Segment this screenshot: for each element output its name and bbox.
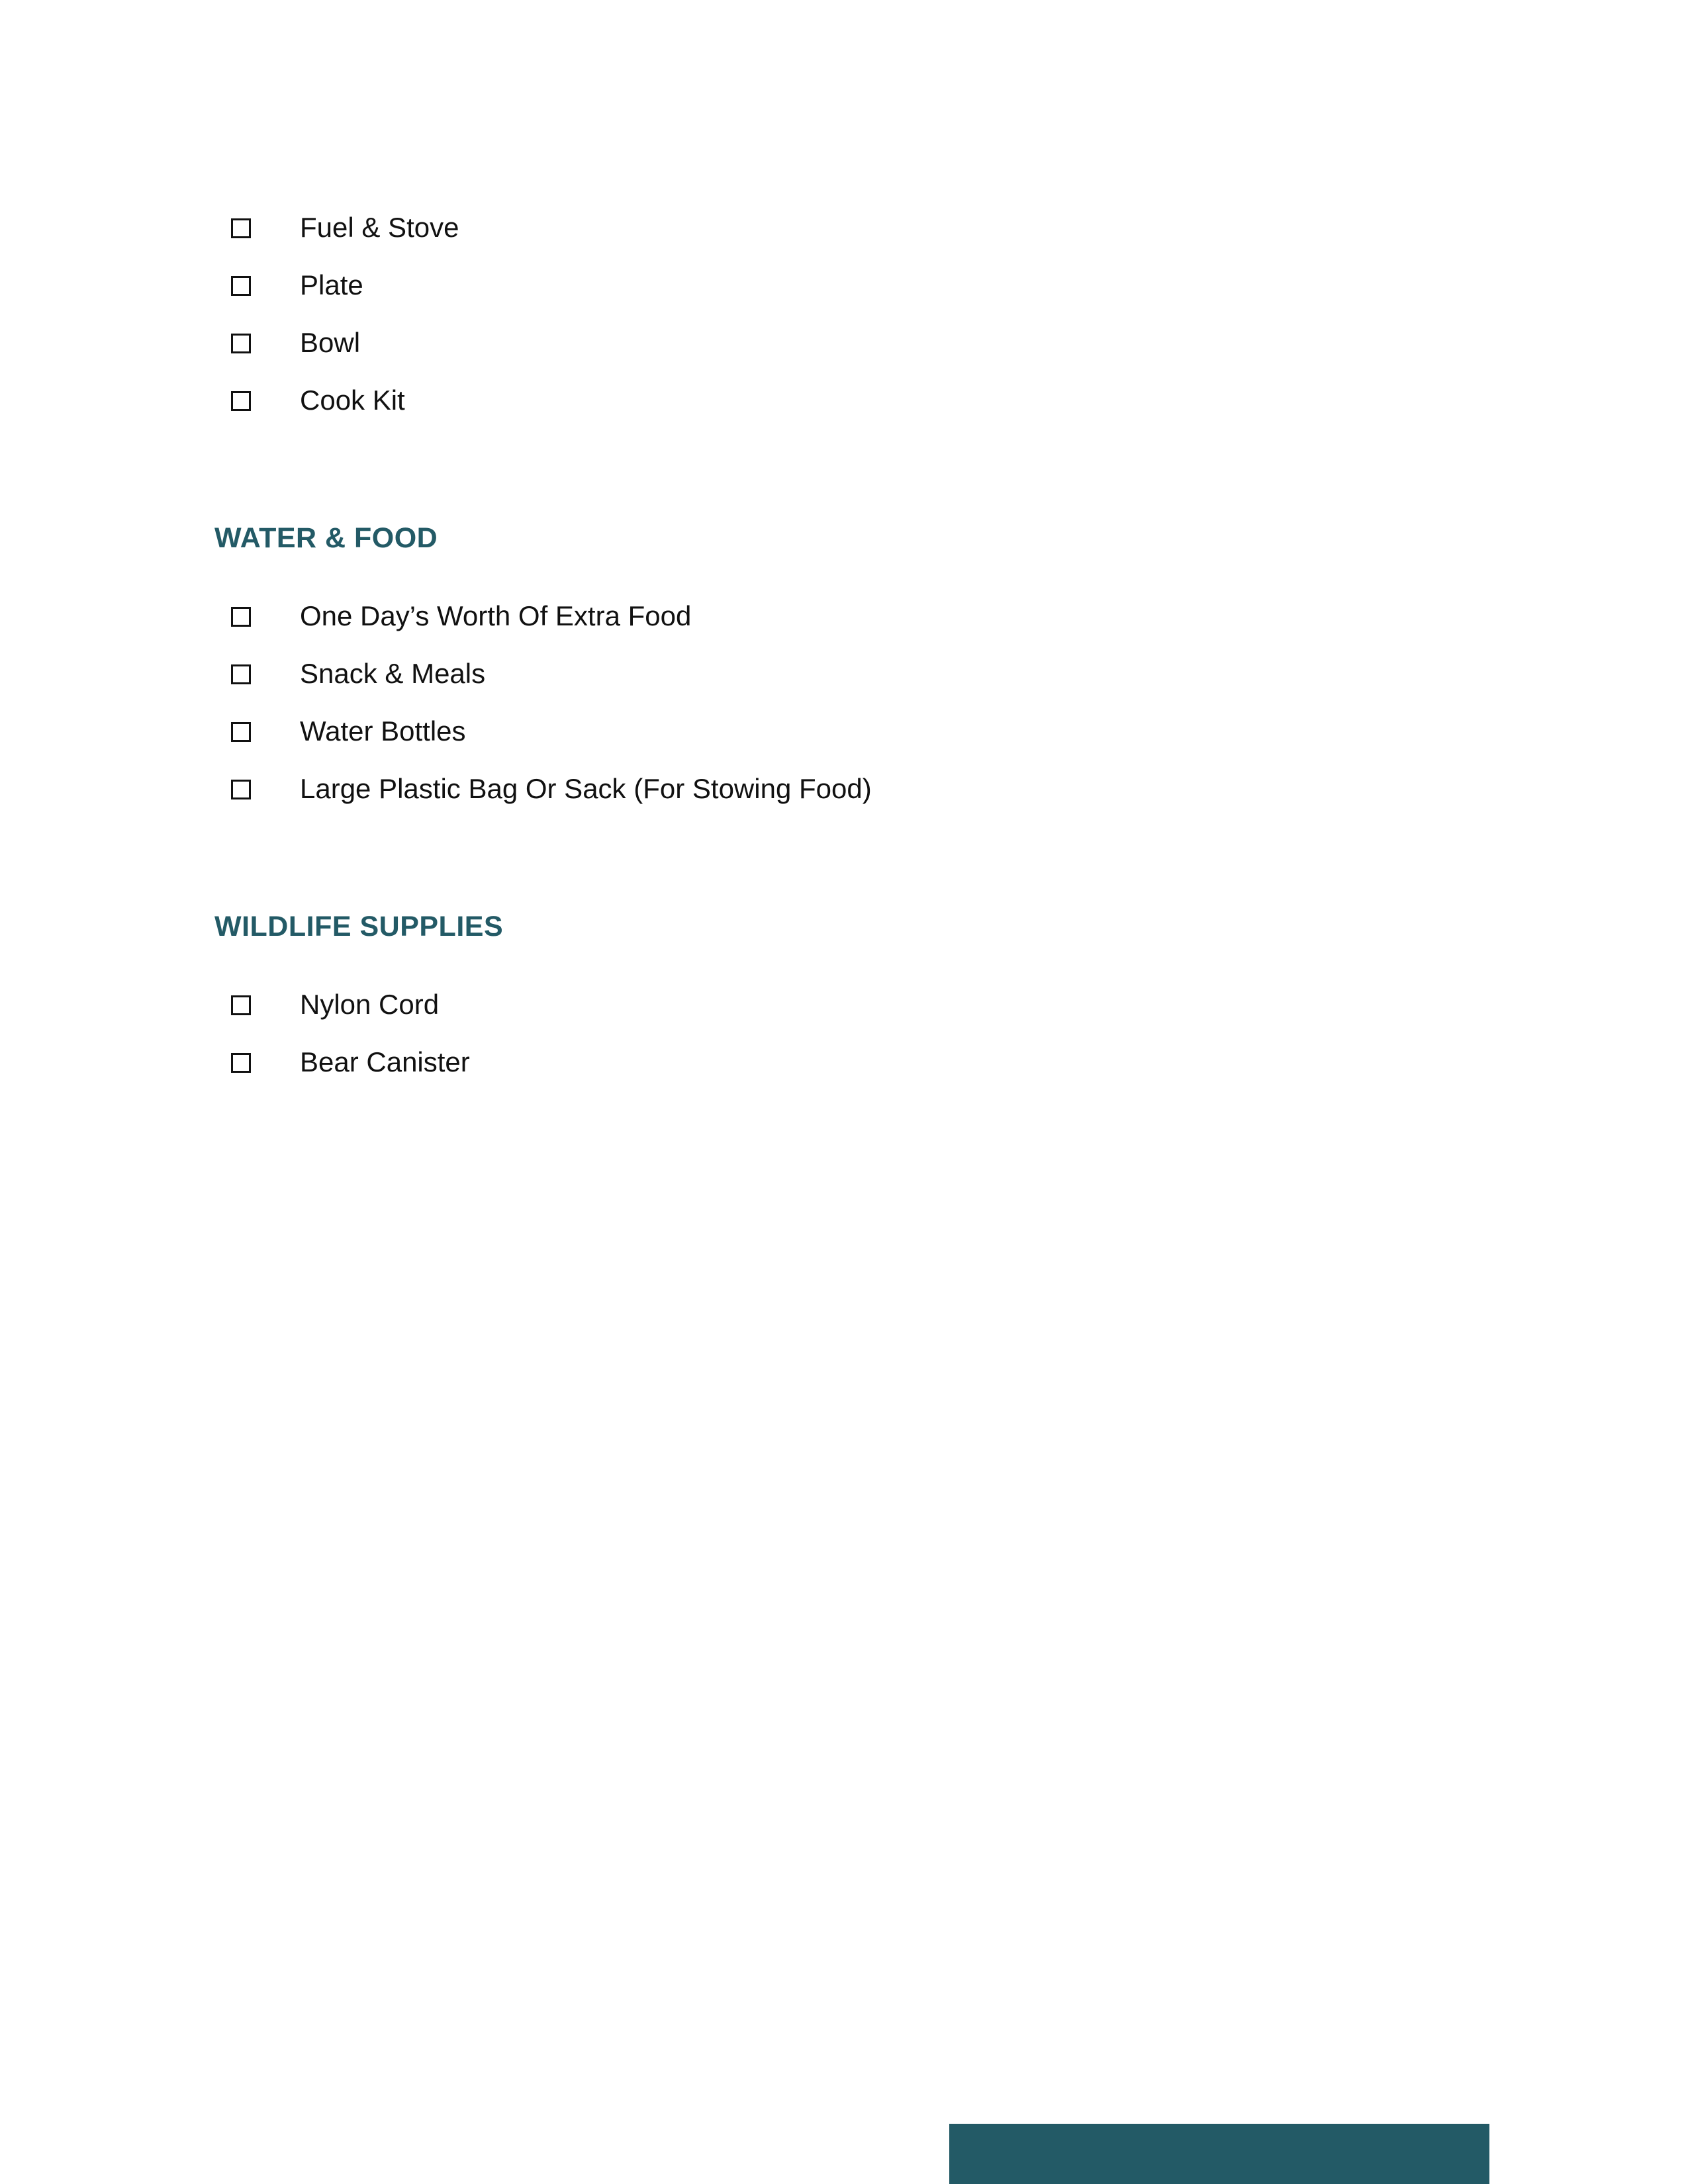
list-item	[0, 653, 1688, 705]
item-label: One Day’s Worth Of Extra Food	[300, 600, 692, 631]
list-item	[0, 710, 1688, 763]
checkbox[interactable]	[231, 607, 251, 627]
footer-accent-bar	[949, 2124, 1489, 2184]
item-label: Large Plastic Bag Or Sack (For Stowing Food)	[300, 773, 872, 804]
list-item	[0, 983, 1688, 1036]
checkbox[interactable]	[231, 722, 251, 742]
list-item	[0, 264, 1688, 317]
list-item	[0, 379, 1688, 432]
list-item	[0, 595, 1688, 648]
section-heading: WILDLIFE SUPPLIES	[214, 911, 504, 942]
item-label: Bear Canister	[300, 1046, 470, 1077]
checkbox[interactable]	[231, 1053, 251, 1073]
checkbox[interactable]	[231, 780, 251, 799]
item-label: Bowl	[300, 327, 361, 358]
item-label: Snack & Meals	[300, 658, 486, 689]
list-item	[0, 768, 1688, 821]
list-item	[0, 322, 1688, 375]
item-label: Cook Kit	[300, 385, 405, 416]
checkbox[interactable]	[231, 276, 251, 296]
item-label: Plate	[300, 269, 363, 300]
list-item	[0, 206, 1688, 259]
item-label: Water Bottles	[300, 715, 466, 747]
section-heading: WATER & FOOD	[214, 522, 438, 554]
checkbox[interactable]	[231, 664, 251, 684]
checkbox[interactable]	[231, 334, 251, 353]
checkbox[interactable]	[231, 995, 251, 1015]
checkbox[interactable]	[231, 218, 251, 238]
list-item	[0, 1041, 1688, 1094]
item-label: Fuel & Stove	[300, 212, 459, 243]
item-label: Nylon Cord	[300, 989, 440, 1020]
checkbox[interactable]	[231, 391, 251, 411]
